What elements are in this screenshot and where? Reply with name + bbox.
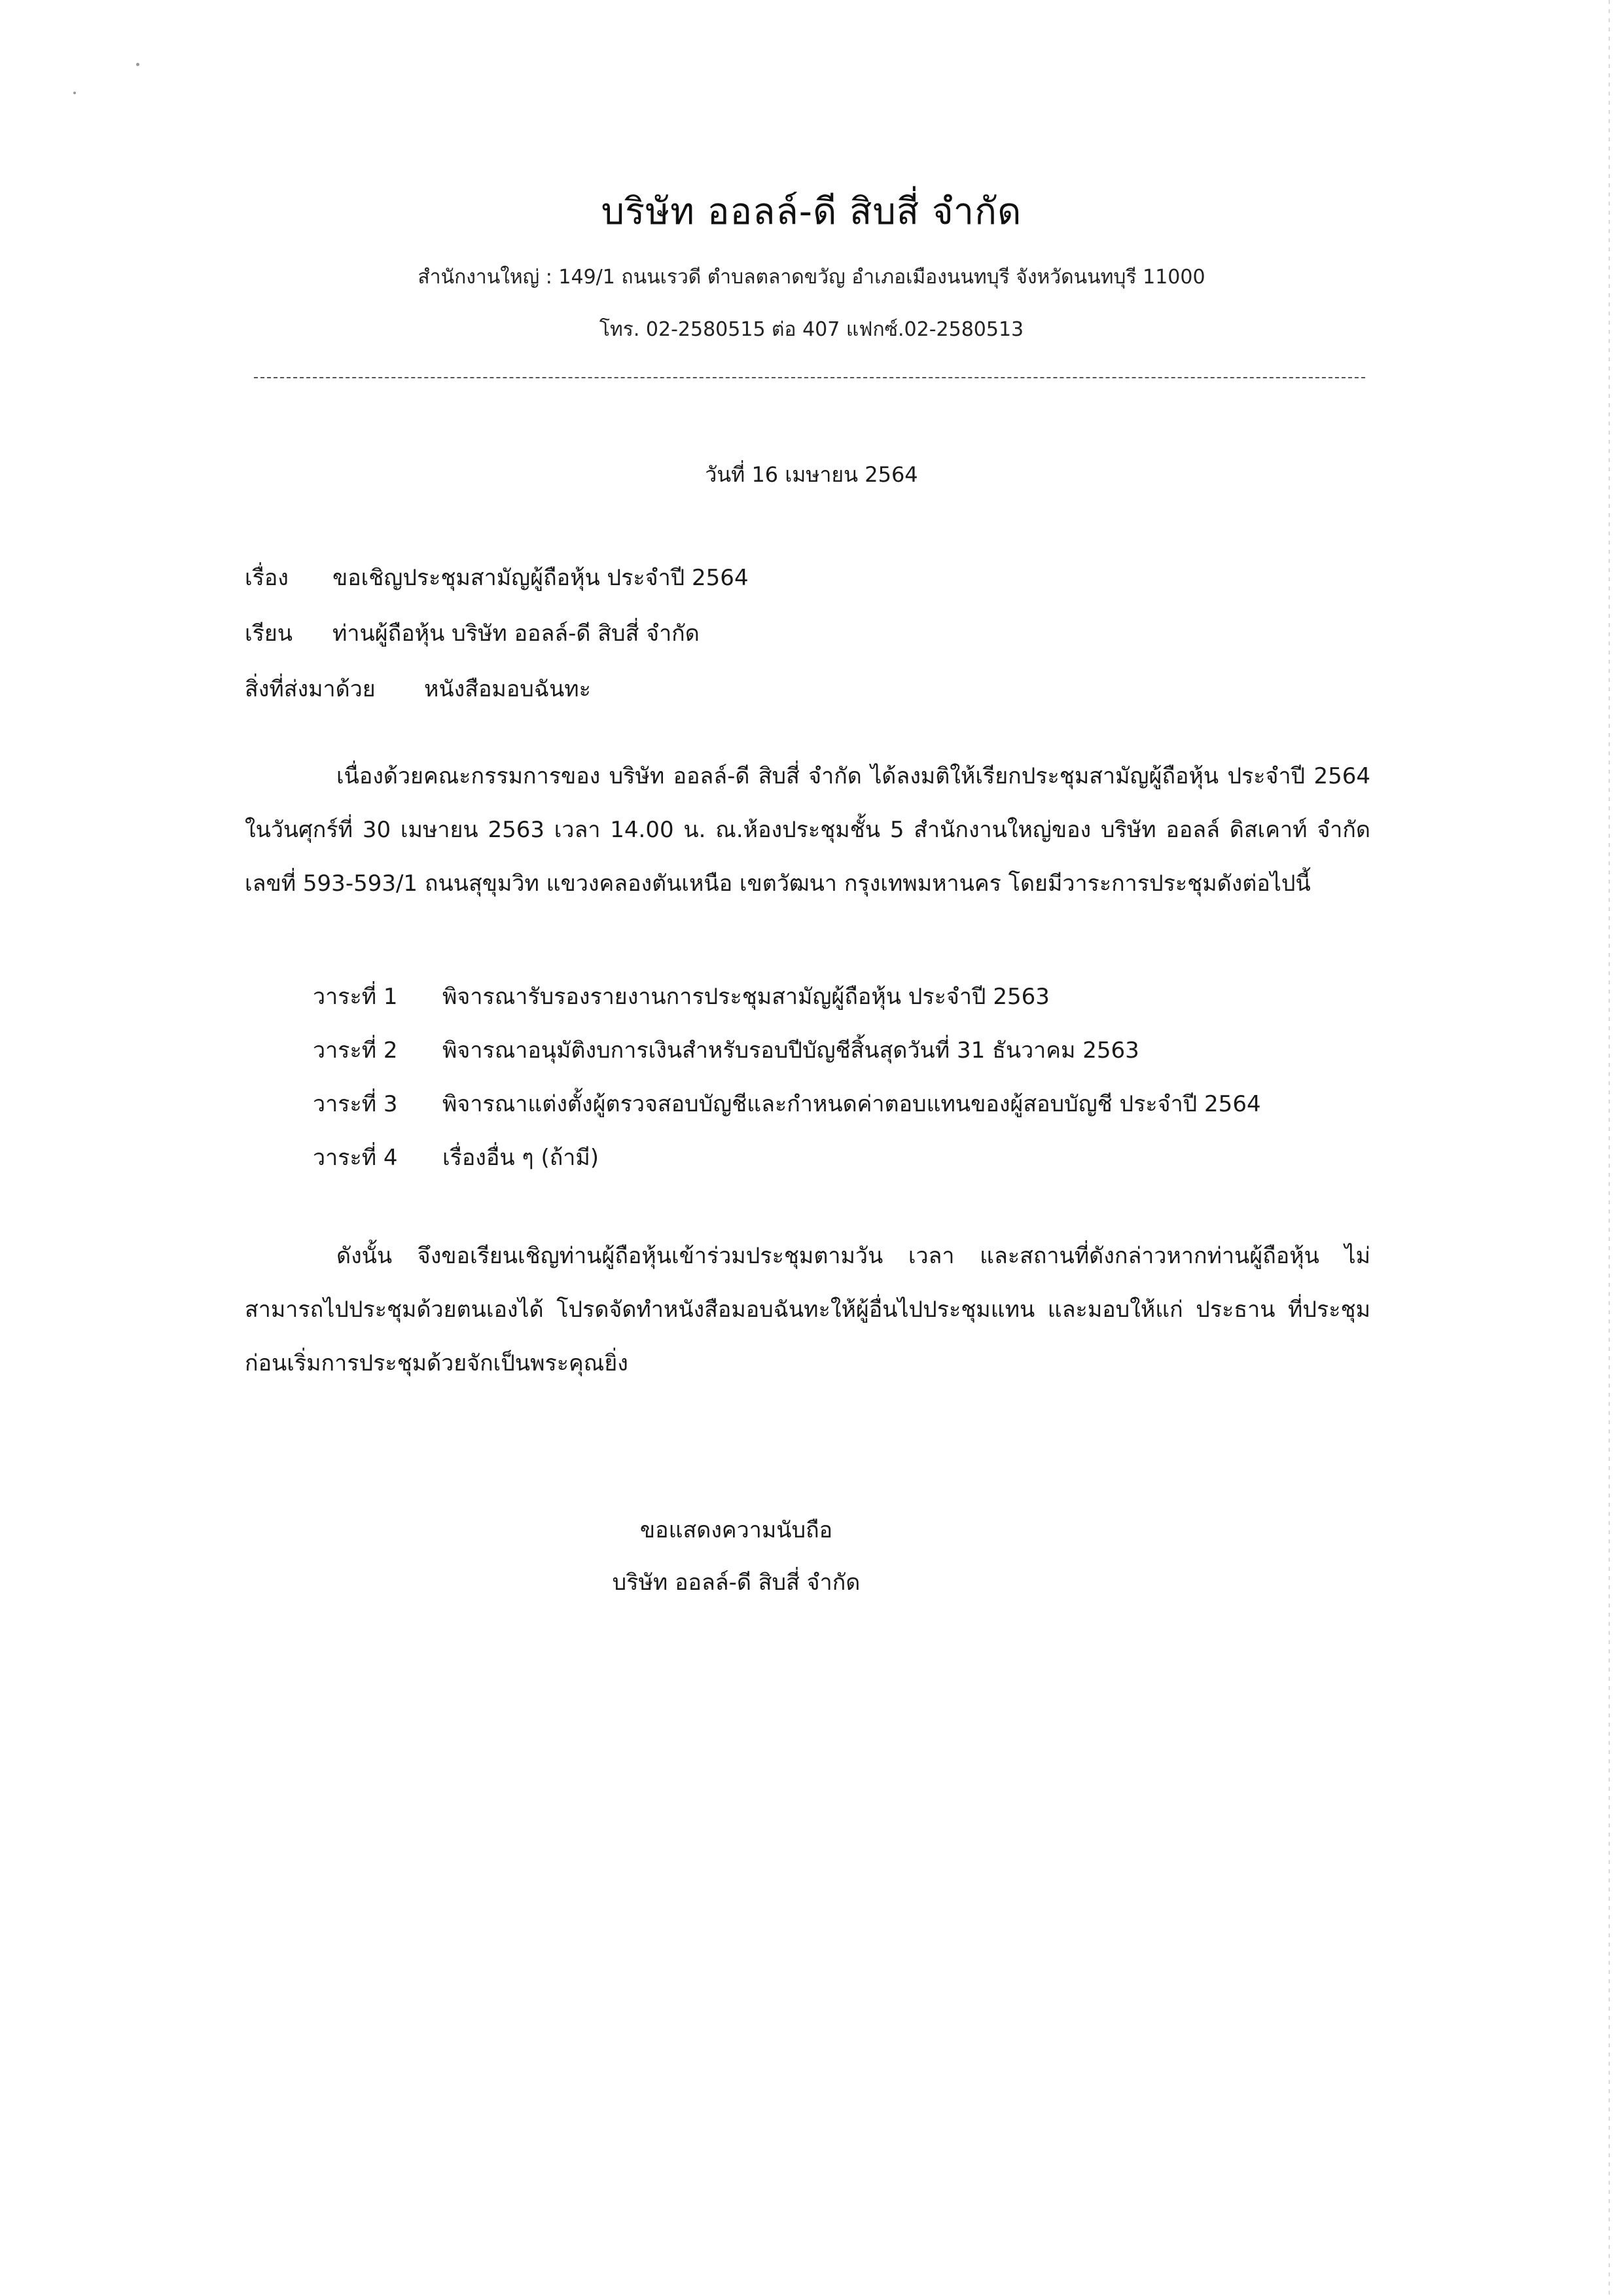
company-contact: โทร. 02-2580515 ต่อ 407 แฟกซ์.02-2580513 (599, 318, 1024, 341)
to-value: ท่านผู้ถือหุ้น บริษัท ออลล์-ดี สิบสี่ จำกัด (332, 620, 700, 647)
to-label: เรียน (245, 620, 293, 647)
closing-regards: ขอแสดงความนับถือ (639, 1517, 833, 1543)
company-title: บริษัท ออลล์-ดี สิบสี่ จำกัด (601, 190, 1022, 233)
agenda-text-3: พิจารณาแต่งตั้งผู้ตรวจสอบบัญชีและกำหนดค่าตอบแทนของผู้สอบบัญชี ประจำปี 2564 (442, 1091, 1261, 1117)
agenda-text-4: เรื่องอื่น ๆ (ถ้ามี) (442, 1145, 599, 1171)
agenda-label-1: วาระที่ 1 (313, 984, 398, 1010)
closing-signer: บริษัท ออลล์-ดี สิบสี่ จำกัด (612, 1570, 861, 1596)
letter-date: วันที่ 16 เมษายน 2564 (705, 462, 918, 487)
company-address: สำนักงานใหญ่ : 149/1 ถนนเรวดี ตำบลตลาดขวัญ อำเภอเมืองนนทบุรี จังหวัดนนทบุรี 11000 (418, 266, 1205, 289)
body-paragraph-1-text: เนื่องด้วยคณะกรรมการของ บริษัท ออลล์-ดี สิบสี่ จำกัด ได้ลงมติให้เรียกประชุมสามัญผู้ถือหุ้น ประจำปี 2564 ในวันศุกร์ที่ 30 เมษายน 2563 เวลา 14.00 น. ณ.ห้องประชุมชั้น 5 สำนักงานใหญ่ของ บริษัท ออลล์ ดิสเคาท์ จำกัด เลขที่ 593-593/1 ถนนสุขุมวิท แขวงคลองตันเหนือ เขตวัฒนา กรุงเทพมหานคร โดยมีวาระการประชุมดังต่อไปนี้ (245, 763, 1370, 897)
enclosure-label: สิ่งที่ส่งมาด้วย (245, 676, 376, 702)
subject-value: ขอเชิญประชุมสามัญผู้ถือหุ้น ประจำปี 2564 (332, 565, 749, 591)
header-divider (254, 377, 1365, 378)
agenda-label-4: วาระที่ 4 (313, 1145, 398, 1171)
agenda-text-1: พิจารณารับรองรายงานการประชุมสามัญผู้ถือหุ้น ประจำปี 2563 (442, 984, 1050, 1010)
body-paragraph-2 (245, 1229, 1370, 1390)
agenda-label-2: วาระที่ 2 (313, 1037, 398, 1064)
scan-speck (136, 63, 139, 66)
agenda-text-2: พิจารณาอนุมัติงบการเงินสำหรับรอบปีบัญชีสิ้นสุดวันที่ 31 ธันวาคม 2563 (442, 1037, 1139, 1064)
subject-label: เรื่อง (245, 565, 289, 591)
agenda-label-3: วาระที่ 3 (313, 1091, 398, 1117)
scan-speck (73, 92, 76, 94)
body-paragraph-2-text: ดังนั้น จึงขอเรียนเชิญท่านผู้ถือหุ้นเข้าร่วมประชุมตามวัน เวลา และสถานที่ดังกล่าวหากท่านผู้ถือหุ้น ไม่สามารถไปประชุมด้วยตนเองได้ โปรดจัดทำหนังสือมอบฉันทะให้ผู้อื่นไปประชุมแทน และมอบให้แก่ ประธาน ที่ประชุมก่อนเริ่มการประชุมด้วยจักเป็นพระคุณยิ่ง (245, 1243, 1370, 1376)
body-paragraph-1 (245, 749, 1370, 910)
enclosure-value: หนังสือมอบฉันทะ (424, 676, 591, 702)
